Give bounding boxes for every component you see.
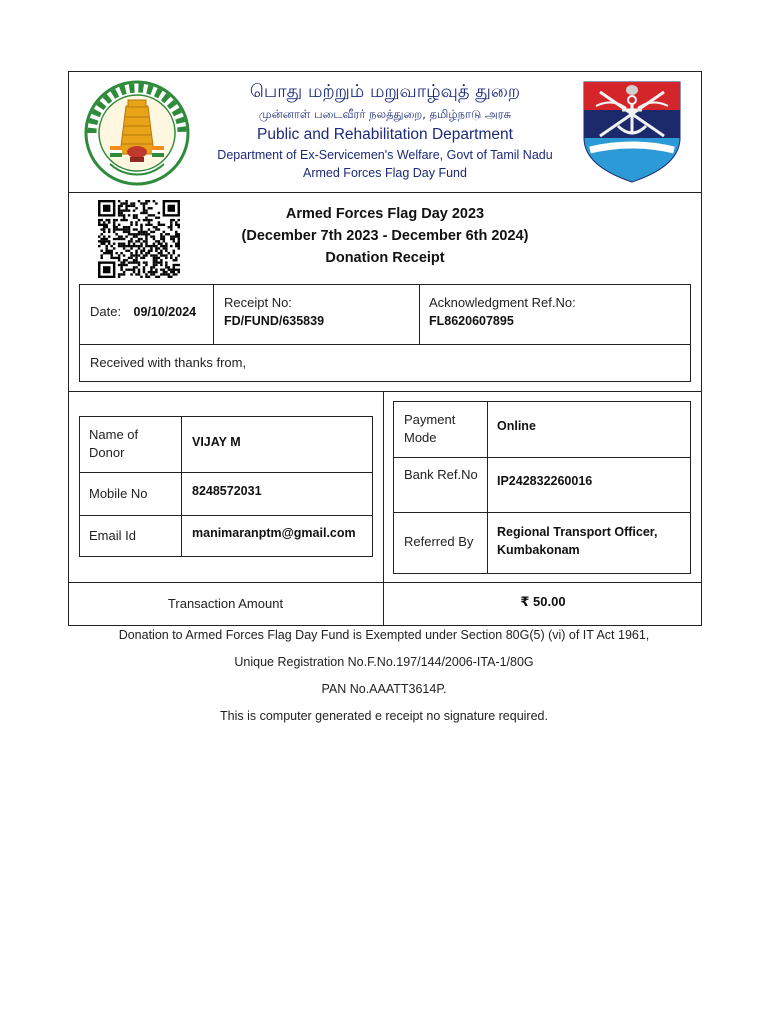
receipt-info-col-divider-1 bbox=[213, 284, 214, 345]
footer-pan-line: PAN No.AAATT3614P. bbox=[321, 682, 447, 696]
header-tamil-title: பொது மற்றும் மறுவாழ்வுத் துறை bbox=[249, 81, 521, 102]
payment-mode-label: Payment Mode bbox=[404, 412, 456, 445]
header-fund-name: Armed Forces Flag Day Fund bbox=[303, 166, 467, 180]
date-cell bbox=[90, 303, 210, 321]
payment-table-col-divider bbox=[487, 401, 488, 574]
ack-cell bbox=[429, 294, 684, 330]
qr-code bbox=[98, 200, 180, 278]
title-line-2: (December 7th 2023 - December 6th 2024) bbox=[241, 228, 529, 244]
header-text-block bbox=[195, 80, 575, 182]
payment-table-row-divider-1 bbox=[393, 457, 691, 458]
donor-table-col-divider bbox=[181, 416, 182, 557]
title-line-3: Donation Receipt bbox=[325, 250, 445, 266]
ack-label: Acknowledgment Ref.No: bbox=[429, 295, 576, 310]
footer-computer-generated-line: This is computer generated e receipt no signature required. bbox=[220, 709, 548, 723]
donor-mobile-value: 8248572031 bbox=[192, 484, 262, 498]
ack-value: FL8620607895 bbox=[429, 314, 514, 328]
header-dept-title: Public and Rehabilitation Department bbox=[257, 126, 513, 143]
donor-table-row-divider-2 bbox=[79, 515, 373, 516]
receipt-no-value: FD/FUND/635839 bbox=[224, 314, 325, 328]
amount-divider bbox=[68, 582, 702, 583]
received-text: Received with thanks from, bbox=[90, 355, 247, 370]
receipt-no-label: Receipt No: bbox=[224, 295, 292, 310]
donor-email-label: Email Id bbox=[89, 528, 136, 543]
footer-notes bbox=[40, 628, 728, 736]
referred-by-label: Referred By bbox=[404, 534, 474, 549]
details-divider bbox=[68, 391, 702, 392]
date-label: Date: bbox=[90, 304, 122, 319]
ex-servicemen-emblem bbox=[582, 80, 682, 184]
footer-exemption-line: Donation to Armed Forces Flag Day Fund is Exempted under Section 80G(5) (vi) of IT Act 1961, bbox=[118, 628, 650, 642]
footer-registration-line: Unique Registration No.F.No.197/144/2006-ITA-1/80G bbox=[234, 655, 534, 669]
header-divider bbox=[68, 192, 702, 193]
bank-ref-label: Bank Ref.No bbox=[404, 467, 478, 482]
donor-table-row-divider-1 bbox=[79, 472, 373, 473]
transaction-amount-value: ₹ 50.00 bbox=[520, 594, 566, 609]
receipt-title-block bbox=[190, 203, 580, 269]
payment-mode-value: Online bbox=[497, 419, 536, 433]
column-divider bbox=[383, 391, 384, 626]
transaction-amount-label: Transaction Amount bbox=[167, 596, 284, 611]
bank-ref-value: IP242832260016 bbox=[497, 474, 593, 488]
donor-email-value: manimaranptm@gmail.com bbox=[192, 526, 356, 540]
tn-govt-emblem bbox=[84, 80, 190, 186]
donor-name-value: VIJAY M bbox=[192, 435, 241, 449]
payment-table-row-divider-2 bbox=[393, 512, 691, 513]
date-value: 09/10/2024 bbox=[133, 305, 197, 319]
donor-name-label: Name of Donor bbox=[89, 427, 139, 460]
receipt-info-row-divider bbox=[79, 344, 691, 345]
header-tamil-subtitle: முன்னாள் படைவீரர் நலத்துறை, தமிழ்நாடு அரசு bbox=[258, 107, 512, 121]
header-dept-subtitle: Department of Ex-Servicemen's Welfare, Govt of Tamil Nadu bbox=[217, 148, 553, 162]
receipt-no-cell bbox=[224, 294, 414, 330]
receipt-info-col-divider-2 bbox=[419, 284, 420, 345]
referred-by-value: Regional Transport Officer, Kumbakonam bbox=[497, 525, 658, 557]
title-line-1: Armed Forces Flag Day 2023 bbox=[285, 206, 485, 222]
donor-mobile-label: Mobile No bbox=[89, 486, 148, 501]
